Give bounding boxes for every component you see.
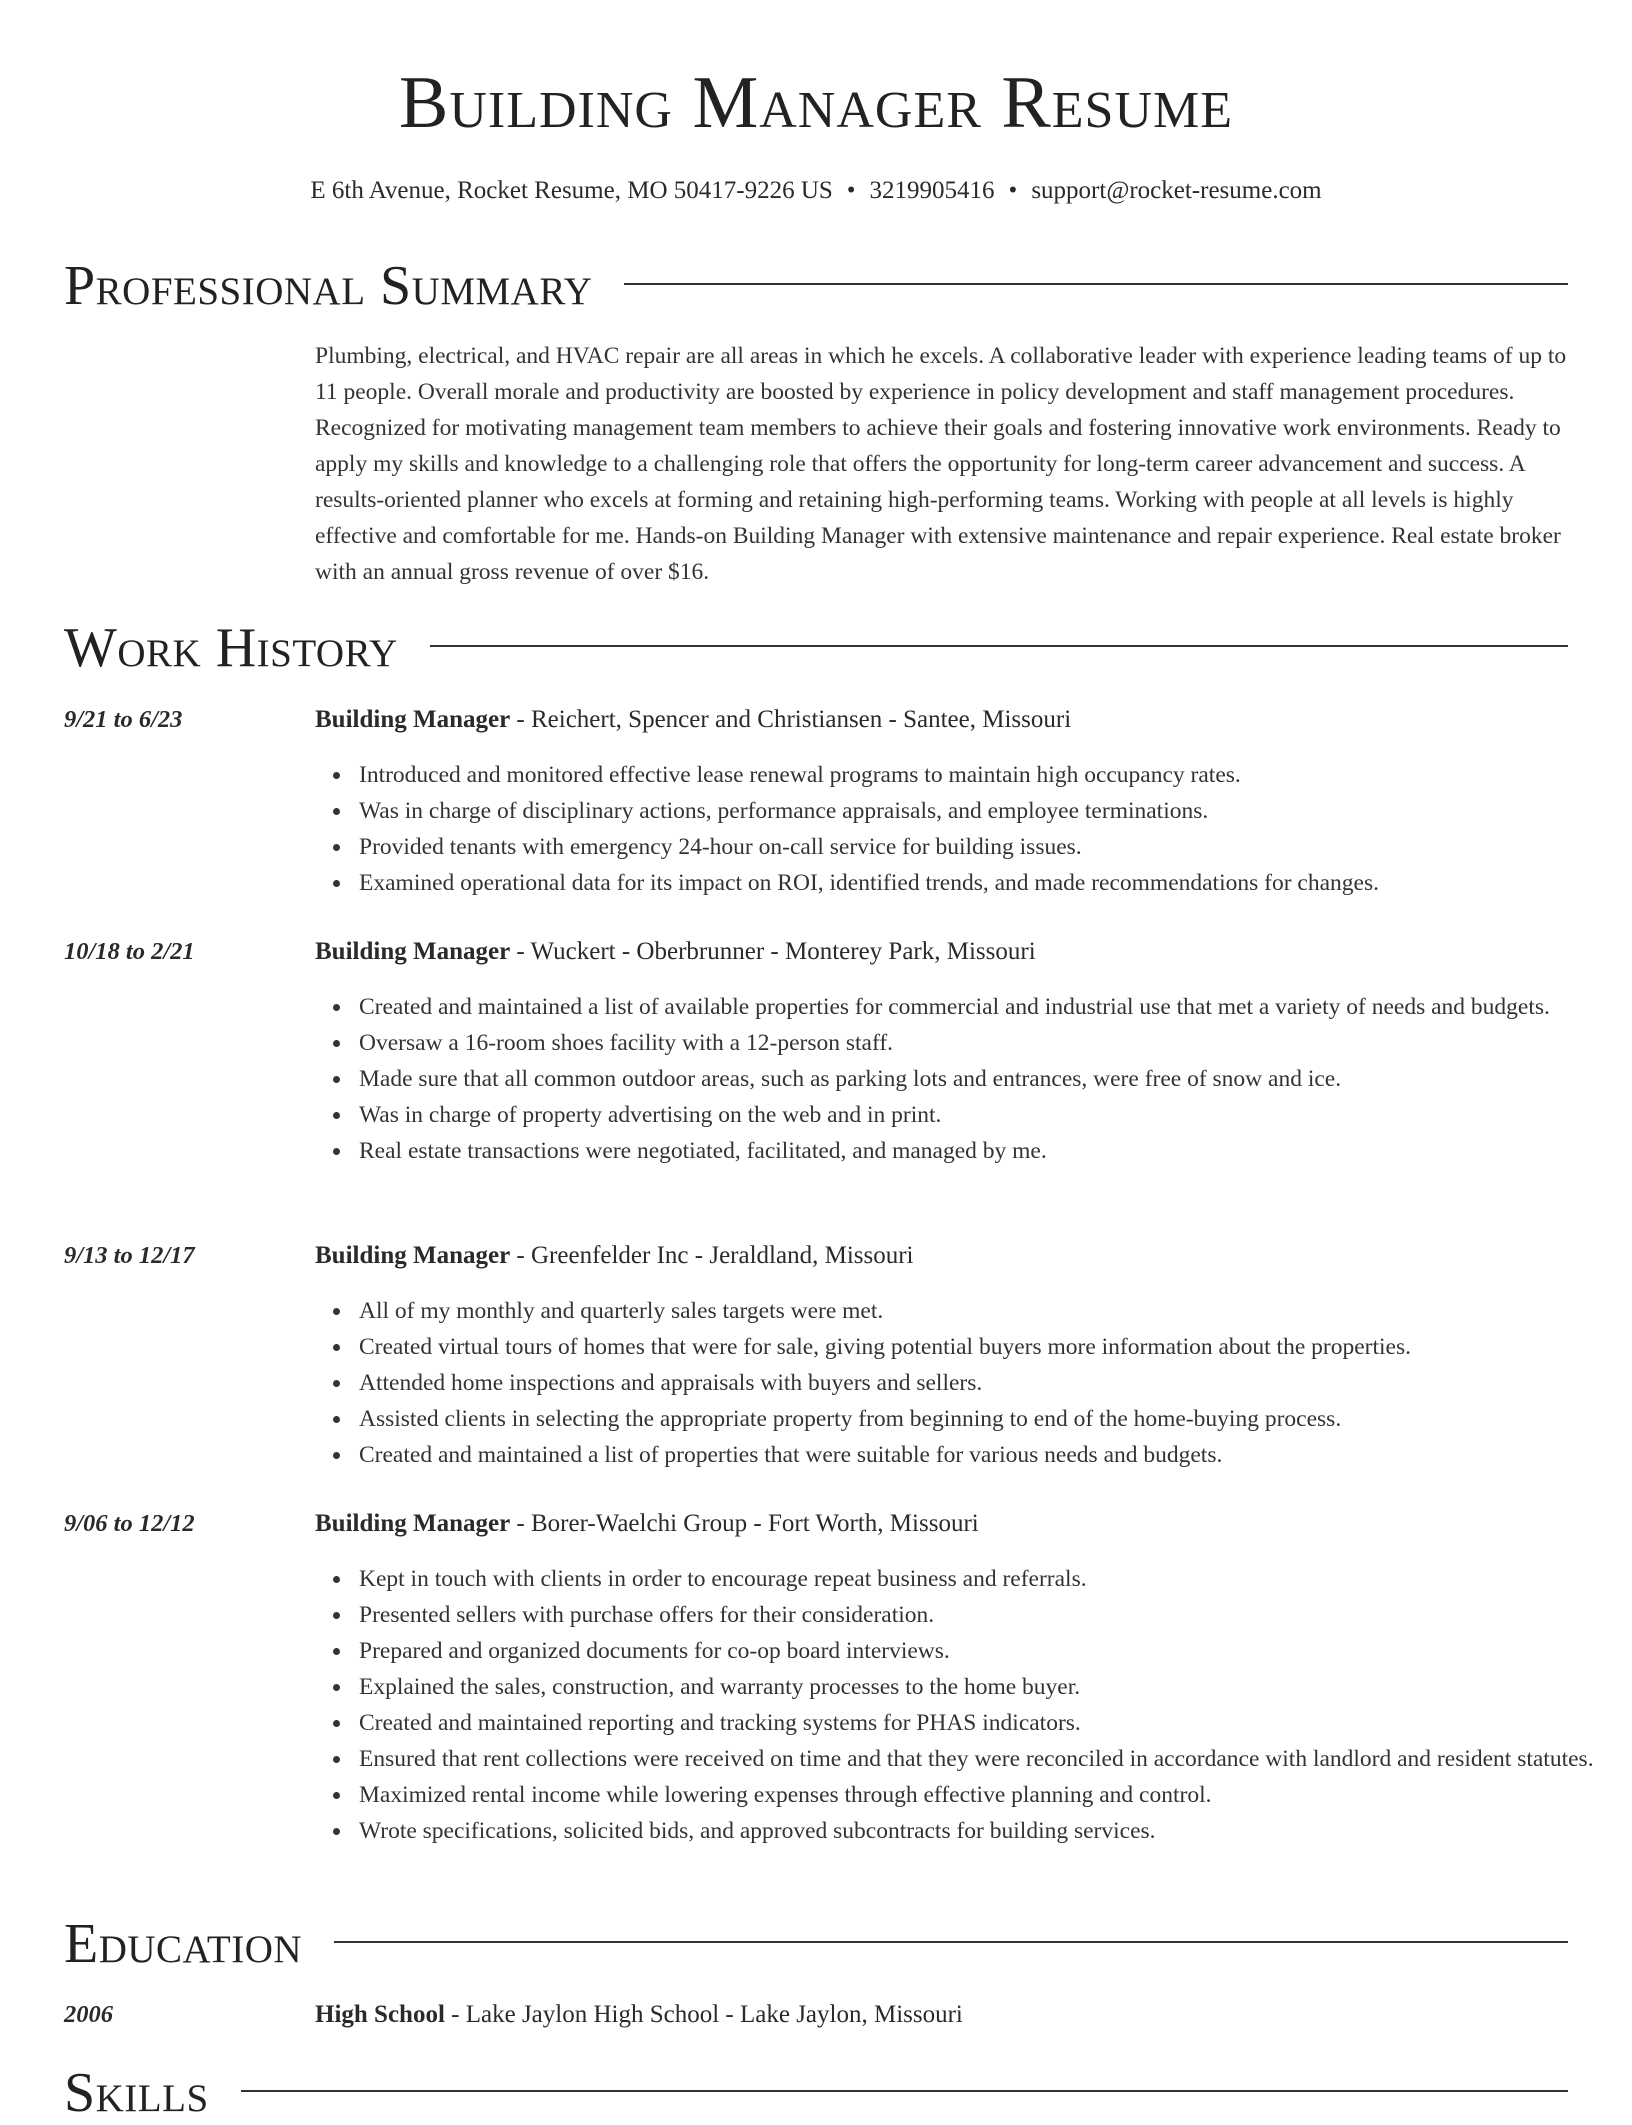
contact-email: support@rocket-resume.com (1031, 177, 1322, 204)
job-bullet-list (315, 757, 1612, 901)
job-dates: 9/21 to 6/23 (64, 706, 183, 733)
job-dates: 10/18 to 2/21 (64, 938, 195, 965)
job-bullet: Oversaw a 16-room shoes facility with a 12-person staff. (359, 1025, 1612, 1061)
job-dates: 9/06 to 12/12 (64, 1510, 195, 1537)
contact-address: E 6th Avenue, Rocket Resume, MO 50417-9226 US (310, 177, 833, 204)
job-bullet: Provided tenants with emergency 24-hour on-call service for building issues. (359, 829, 1612, 865)
section-divider (430, 645, 1568, 647)
job-bullet: Maximized rental income while lowering expenses through effective planning and control. (359, 1777, 1612, 1813)
section-title-education: Education (64, 1913, 303, 1975)
job-headline (315, 703, 1568, 737)
section-divider (334, 1941, 1568, 1943)
job-bullet: Prepared and organized documents for co-op board interviews. (359, 1633, 1612, 1669)
job-bullet: Was in charge of disciplinary actions, performance appraisals, and employee terminations. (359, 793, 1612, 829)
resume-title: Building Manager Resume (398, 62, 1233, 144)
job-bullet-list (315, 989, 1612, 1169)
job-bullet-list (315, 1561, 1612, 1849)
job-headline (315, 1507, 1568, 1541)
section-header-work-history (64, 616, 1568, 680)
job-bullet: Created and maintained a list of available properties for commercial and industrial use that met a variety of needs and budgets. (359, 989, 1612, 1025)
job-bullet: Was in charge of property advertising on the web and in print. (359, 1097, 1612, 1133)
job-bullet: Made sure that all common outdoor areas, such as parking lots and entrances, were free of snow and ice. (359, 1061, 1612, 1097)
job-employer-location: - Wuckert - Oberbrunner - Monterey Park, Missouri (510, 938, 1036, 965)
section-header-summary (64, 254, 1568, 318)
job-title: Building Manager (315, 1510, 511, 1537)
job-bullet: Examined operational data for its impact on ROI, identified trends, and made recommendations for changes. (359, 865, 1612, 901)
job-title: Building Manager (315, 938, 511, 965)
job-bullet: Kept in touch with clients in order to encourage repeat business and referrals. (359, 1561, 1612, 1597)
education-degree: High School (315, 2001, 445, 2028)
section-title-work-history: Work History (64, 617, 398, 679)
section-divider (241, 2090, 1568, 2092)
section-divider (624, 283, 1568, 285)
job-headline (315, 935, 1568, 969)
education-headline (315, 1998, 1568, 2032)
job-employer-location: - Borer-Waelchi Group - Fort Worth, Missouri (510, 1510, 979, 1537)
job-title: Building Manager (315, 1242, 511, 1269)
job-bullet: Assisted clients in selecting the appropriate property from beginning to end of the home-buying process. (359, 1401, 1612, 1437)
job-bullet: Ensured that rent collections were received on time and that they were reconciled in accordance with landlord and resident statutes. (359, 1741, 1612, 1777)
contact-separator: • (1008, 177, 1018, 204)
contact-line (0, 174, 1632, 208)
job-bullet: Created and maintained a list of properties that were suitable for various needs and budgets. (359, 1437, 1612, 1473)
summary-text: Plumbing, electrical, and HVAC repair are all areas in which he excels. A collaborative leader with experience leading teams of up to 11 people. Overall morale and productivity are boosted by experience in policy development and staff management procedures. Recognized for motivating management team members to achieve their goals and fostering innovative work environments. Ready to apply my skills and knowledge to a challenging role that offers the opportunity for long-term career advancement and success. A results-oriented planner who excels at forming and retaining high-performing teams. Working with people at all levels is highly effective and comfortable for me. Hands-on Building Manager with extensive maintenance and repair experience. Real estate broker with an annual gross revenue of over $16. (315, 343, 1567, 585)
job-bullet: Real estate transactions were negotiated, facilitated, and managed by me. (359, 1133, 1612, 1169)
job-headline (315, 1239, 1568, 1273)
job-bullet-list (315, 1293, 1612, 1473)
job-title: Building Manager (315, 706, 511, 733)
contact-phone: 3219905416 (869, 177, 995, 204)
job-bullet: Wrote specifications, solicited bids, and approved subcontracts for building services. (359, 1813, 1612, 1849)
job-bullet: Presented sellers with purchase offers for their consideration. (359, 1597, 1612, 1633)
education-school-location: - Lake Jaylon High School - Lake Jaylon, Missouri (444, 2001, 963, 2028)
job-bullet: All of my monthly and quarterly sales targets were met. (359, 1293, 1612, 1329)
job-bullet: Attended home inspections and appraisals with buyers and sellers. (359, 1365, 1612, 1401)
job-employer-location: - Greenfelder Inc - Jeraldland, Missouri (510, 1242, 914, 1269)
job-employer-location: - Reichert, Spencer and Christiansen - Santee, Missouri (510, 706, 1072, 733)
job-bullet: Introduced and monitored effective lease renewal programs to maintain high occupancy rates. (359, 757, 1612, 793)
job-bullet: Explained the sales, construction, and warranty processes to the home buyer. (359, 1669, 1612, 1705)
job-dates: 9/13 to 12/17 (64, 1242, 195, 1269)
section-title-skills: Skills (64, 2062, 209, 2124)
job-bullet: Created and maintained reporting and tracking systems for PHAS indicators. (359, 1705, 1612, 1741)
section-header-skills (64, 2061, 1568, 2125)
education-year: 2006 (64, 2001, 113, 2028)
contact-separator: • (846, 177, 856, 204)
section-title-summary: Professional Summary (64, 255, 593, 317)
job-bullet: Created virtual tours of homes that were for sale, giving potential buyers more information about the properties. (359, 1329, 1612, 1365)
section-header-education (64, 1912, 1568, 1976)
